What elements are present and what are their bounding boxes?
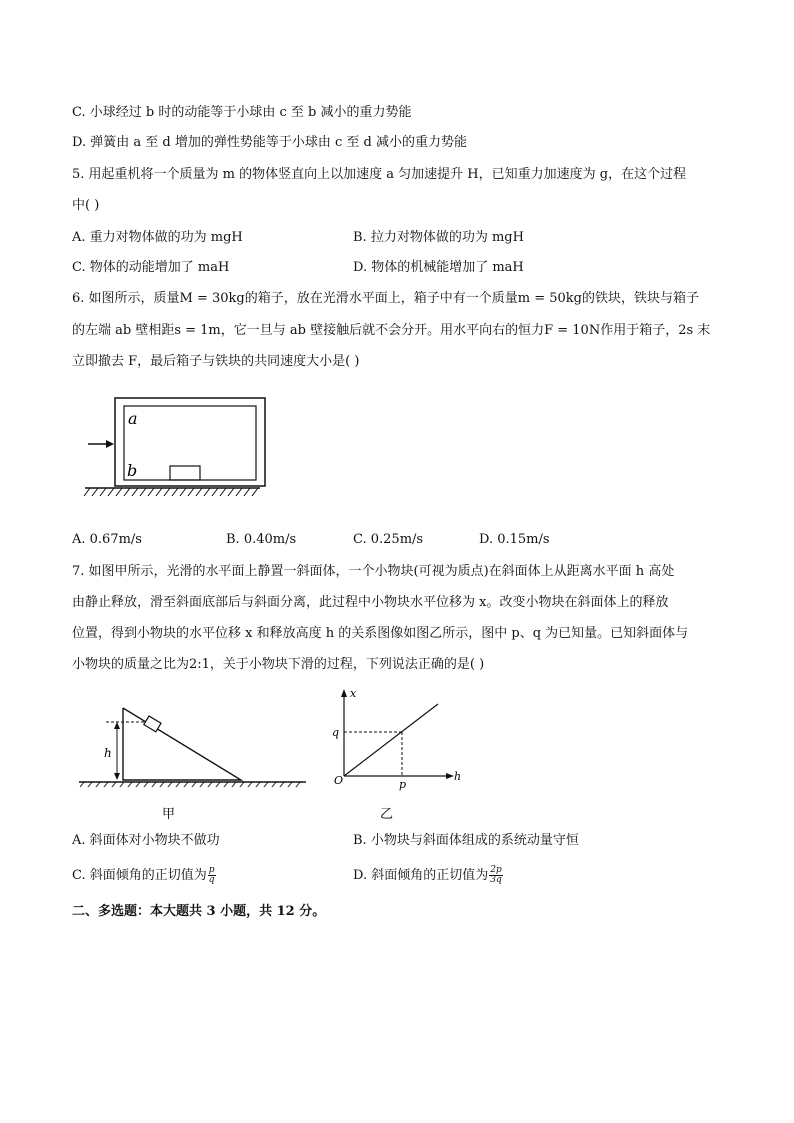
- label-h: h: [104, 746, 112, 760]
- q7-option-d-text: D. 斜面倾角的正切值为: [353, 868, 489, 883]
- tick-q: q: [332, 726, 340, 739]
- q6-stem-line3: 立即撤去 F，最后箱子与铁块的共同速度大小是( ): [72, 354, 360, 369]
- q6-stem-line1: 6. 如图所示，质量M = 30kg的箱子，放在光滑水平面上，箱子中有一个质量m = 50kg的铁块，铁块与箱子: [72, 291, 699, 306]
- section-2-title: 二、多选题：本大题共 3 小题，共 12 分。: [72, 904, 326, 919]
- q5-option-b: B. 拉力对物体做的功为 mgH: [353, 230, 524, 245]
- q7-option-c: [72, 866, 216, 885]
- incline-body: [123, 708, 241, 780]
- q6-option-c: C. 0.25m/s: [353, 532, 424, 547]
- q7-option-c-text: C. 斜面倾角的正切值为: [72, 868, 207, 883]
- iron-block: [170, 466, 200, 480]
- caption-yi: 乙: [380, 807, 394, 822]
- label-b: b: [127, 461, 138, 480]
- q7-stem-line4: 小物块的质量之比为2:1，关于小物块下滑的过程，下列说法正确的是( ): [72, 657, 485, 672]
- q7-stem-line3: 位置，得到小物块的水平位移 x 和释放高度 h 的关系图像如图乙所示，图中 p、q 为已知量。已知斜面体与: [72, 626, 689, 641]
- q7-option-d: [353, 866, 503, 885]
- ground-hatching: [84, 488, 258, 496]
- axis-label-h: h: [454, 770, 462, 783]
- q7-option-a: A. 斜面体对小物块不做功: [72, 833, 220, 848]
- q5-option-c: C. 物体的动能增加了 maH: [72, 260, 230, 275]
- q6-option-a: A. 0.67m/s: [72, 532, 142, 547]
- q5-stem-line2: 中( ): [72, 198, 100, 213]
- fraction-p-over-q: $\frac{p}{q}$: [208, 865, 215, 885]
- q6-box-figure: [80, 392, 270, 507]
- q5-option-a: A. 重力对物体做的功为 mgH: [72, 230, 243, 245]
- q4-option-c: C. 小球经过 b 时的动能等于小球由 c 至 b 减小的重力势能: [72, 105, 412, 120]
- q6-option-d: D. 0.15m/s: [479, 532, 550, 547]
- box-inner-wall: [124, 406, 256, 480]
- q4-option-d: D. 弹簧由 a 至 d 增加的弹性势能等于小球由 c 至 d 减小的重力势能: [72, 135, 467, 150]
- axis-label-x: x: [350, 687, 357, 700]
- fraction-2p-over-3q: $\frac{2p}{3q}$: [490, 865, 502, 885]
- q7-option-b: B. 小物块与斜面体组成的系统动量守恒: [353, 833, 579, 848]
- q7-stem-line2: 由静止释放，滑至斜面底部后与斜面分离，此过程中小物块水平位移为 x。改变小物块在斜面体上的释放: [72, 595, 669, 610]
- caption-jia: 甲: [162, 807, 176, 822]
- q5-option-d: D. 物体的机械能增加了 maH: [353, 260, 524, 275]
- label-a: a: [128, 409, 138, 428]
- tick-p: p: [399, 778, 407, 791]
- q6-stem-line2: 的左端 ab 壁相距s = 1m，它一旦与 ab 壁接触后就不会分开。用水平向右的恒力F = 10N作用于箱子，2s 末: [72, 323, 711, 338]
- q7-stem-line1: 7. 如图甲所示，光滑的水平面上静置一斜面体，一个小物块(可视为质点)在斜面体上从距离水平面 h 高处: [72, 564, 675, 579]
- q7-graph-figure: [326, 684, 476, 824]
- q5-stem-line1: 5. 用起重机将一个质量为 m 的物体竖直向上以加速度 a 匀加速提升 H，已知重力加速度为 g，在这个过程: [72, 167, 687, 182]
- x-h-line: [344, 704, 438, 776]
- force-arrow-head: [106, 440, 114, 448]
- origin-label: O: [334, 774, 344, 787]
- q6-option-b: B. 0.40m/s: [226, 532, 297, 547]
- q7-incline-figure: [76, 700, 312, 825]
